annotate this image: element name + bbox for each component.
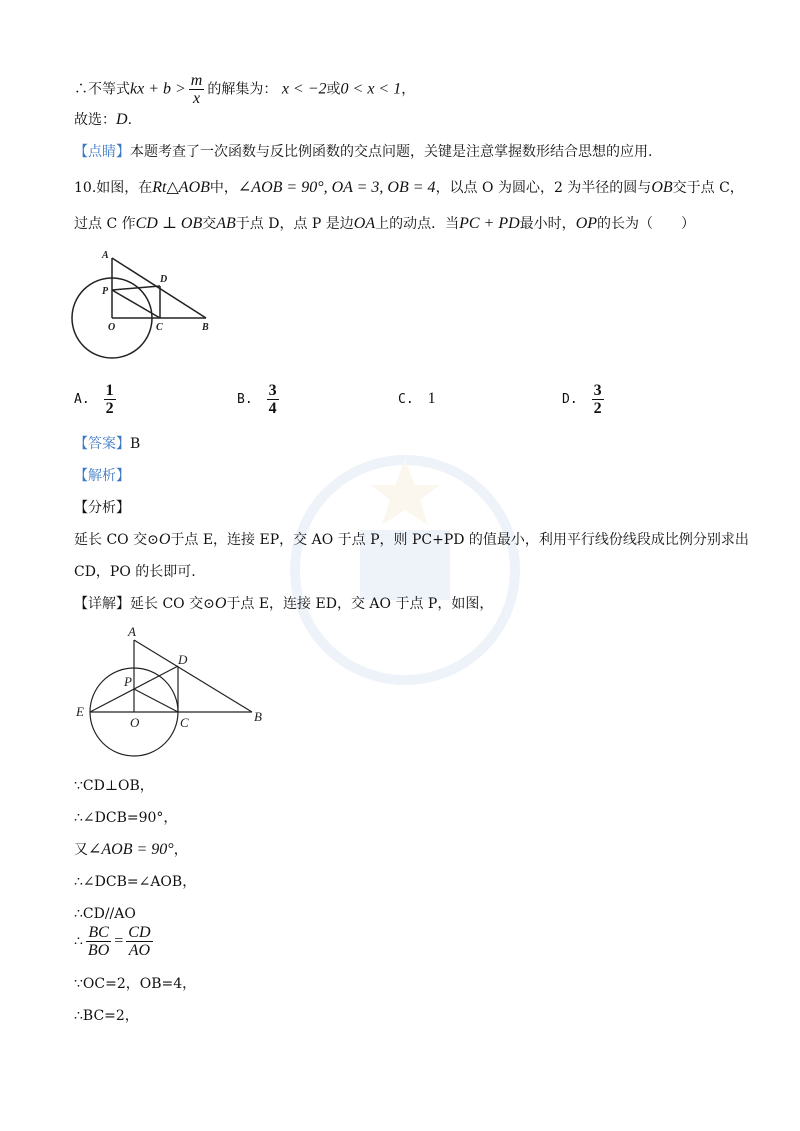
step-5: ∴CD//AO [74,906,136,922]
svg-text:C: C [180,715,189,730]
option-a[interactable]: A. $\frac{1}{2}$ [74,381,114,417]
step-8: ∴BC=2， [74,1008,139,1024]
answer-line [74,434,140,454]
svg-text:B: B [254,709,262,724]
option-d[interactable]: D. $\frac{3}{2}$ [562,381,602,417]
step-7: ∵OC=2，OB=4， [74,976,197,992]
question-10-line-1: 10.如图，在Rt△AOB中，∠AOB = 90°, OA = 3, OB = 4，以点 O 为圆心，2 为半径的圆与OB交于点 C， [74,179,744,196]
comment-line: 【点睛】本题考查了一次函数与反比例函数的交点问题，关键是注意掌握数形结合思想的应用. [74,144,653,160]
detail-line: 【详解】延长 CO 交⊙O于点 E，连接 ED，交 AO 于点 P，如图， [74,595,494,612]
solution-set-line: ∴不等式kx + b > $\frac{m}{x}$ 的解集为： x < −2或0 < x < 1， [74,72,416,107]
fenxi-line-2: CD，PO 的长即可. [74,564,196,580]
svg-text:O: O [130,715,140,730]
figure-2-geometry [72,624,272,764]
svg-text:B: B [202,322,209,333]
svg-text:P: P [102,286,109,297]
answer-tag: 【答案】 [74,436,130,452]
svg-text:D: D [178,652,188,667]
fenxi-tag-line: 【分析】 [74,500,130,516]
step-2: ∴∠DCB=90°， [74,810,178,826]
fenxi-line-1: 延长 CO 交⊙O于点 E，连接 EP，交 AO 于点 P，则 PC+PD 的值最小，利用平行线份线段成比例分别求出 [74,531,749,548]
step-3: 又∠AOB = 90°， [74,841,188,858]
svg-text:D: D [160,274,168,285]
option-c[interactable]: C. 1 [398,390,436,407]
svg-text:A: A [128,624,136,639]
step-4: ∴∠DCB=∠AOB， [74,874,197,890]
comment-tag: 【点睛】 [74,144,130,160]
step-1: ∵CD⊥OB， [74,778,154,794]
choice-line: 故选：D. [74,111,133,128]
option-b[interactable]: B. $\frac{3}{4}$ [237,381,277,417]
answer-value: B [130,436,141,452]
figure-1-geometry [70,248,230,360]
step-6: ∴ $\frac{BC}{BO}$ = $\frac{CD}{AO}$ [74,924,151,959]
svg-text:P: P [124,674,132,689]
analysis-tag-line: 【解析】 [74,468,130,484]
svg-text:C: C [156,322,163,333]
watermark-logo [280,440,530,700]
svg-text:E: E [76,704,84,719]
svg-text:A: A [102,250,109,261]
svg-text:O: O [108,322,116,333]
question-10-line-2: 过点 C 作CD ⊥ OB交AB于点 D，点 P 是边OA上的动点．当PC + PD最小时，OP的长为（ ） [74,215,696,232]
